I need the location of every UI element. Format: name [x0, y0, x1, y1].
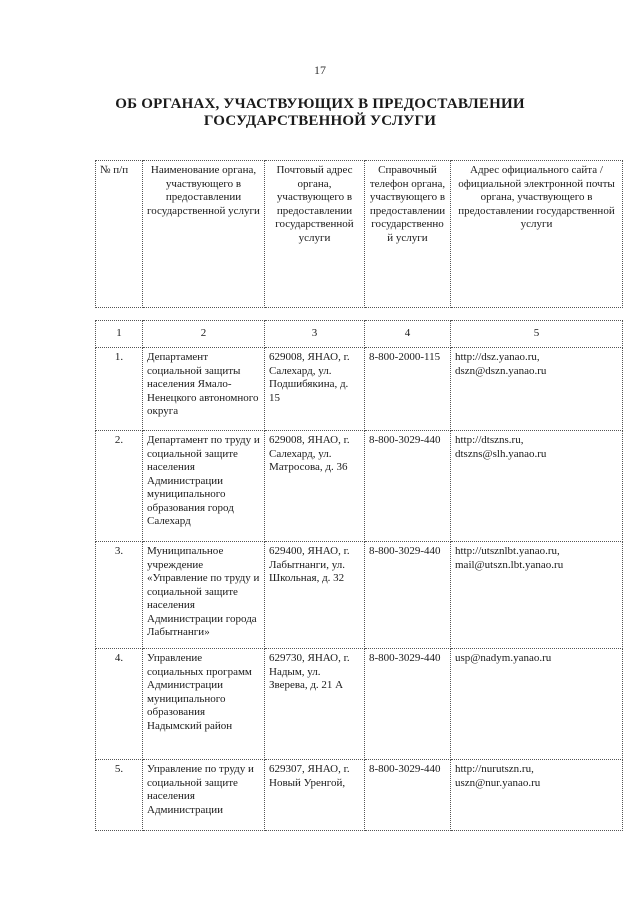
contact-cell: [451, 431, 623, 542]
row-number: 1.: [96, 348, 143, 431]
row-number: 4.: [96, 649, 143, 760]
header-table: [95, 160, 623, 308]
header-number: № п/п: [96, 161, 143, 308]
phone-number: 8-800-2000-115: [365, 348, 451, 431]
table-row: [96, 760, 623, 831]
postal-address: 629400, ЯНАО, г. Лабытнанги, ул. Школьная, д. 32: [265, 542, 365, 649]
organ-name: Департамент социальной защиты населения Ямало-Ненецкого автономного округа: [143, 348, 265, 431]
column-index: 1: [96, 321, 143, 348]
contact-cell: [451, 760, 623, 831]
postal-address: 629730, ЯНАО, г. Надым, ул. Зверева, д. 21 А: [265, 649, 365, 760]
email-link[interactable]: usp@nadym.yanao.ru: [455, 652, 552, 664]
header-postal-address: Почтовый адрес органа, участвующего в предоставлении государственной услуги: [265, 161, 365, 308]
phone-number: 8-800-3029-440: [365, 542, 451, 649]
header-row: [96, 161, 623, 308]
postal-address: 629307, ЯНАО, г. Новый Уренгой,: [265, 760, 365, 831]
column-index: 4: [365, 321, 451, 348]
table-row: [96, 348, 623, 431]
organ-name: Муниципальное учреждение «Управление по труду и социальной защите населения Администрации города Лабытнанги»: [143, 542, 265, 649]
postal-address: 629008, ЯНАО, г. Салехард, ул. Матросова, д. 36: [265, 431, 365, 542]
phone-number: 8-800-3029-440: [365, 649, 451, 760]
column-index: 3: [265, 321, 365, 348]
organs-table: [95, 320, 623, 831]
website-link[interactable]: http://dsz.yanao.ru,: [455, 351, 540, 363]
email-link[interactable]: dszn@dszn.yanao.ru: [455, 364, 547, 377]
title-line-2: ГОСУДАРСТВЕННОЙ УСЛУГИ: [203, 113, 437, 129]
website-link[interactable]: http://utsznlbt.yanao.ru,: [455, 545, 560, 557]
table-row: [96, 431, 623, 542]
email-link[interactable]: mail@utszn.lbt.yanao.ru: [455, 558, 564, 571]
contact-cell: [451, 348, 623, 431]
website-link[interactable]: http://nurutszn.ru,: [455, 763, 534, 775]
row-number: 3.: [96, 542, 143, 649]
phone-number: 8-800-3029-440: [365, 431, 451, 542]
organ-name: Управление по труду и социальной защите населения Администрации: [143, 760, 265, 831]
column-index: 2: [143, 321, 265, 348]
title-line-1: ОБ ОРГАНАХ, УЧАСТВУЮЩИХ В ПРЕДОСТАВЛЕНИИ: [115, 96, 525, 112]
header-phone: Справочный телефон органа, участвующего в предоставлении государственной услуги: [365, 161, 451, 308]
table-row: [96, 649, 623, 760]
table-row: [96, 542, 623, 649]
organ-name: Управление социальных программ Администрации муниципального образования Надымский район: [143, 649, 265, 760]
header-website-email: Адрес официального сайта /официальной электронной почты органа, участвующего в предоставлении государственной услуги: [451, 161, 623, 308]
website-link[interactable]: http://dtszns.ru,: [455, 434, 524, 446]
contact-cell: [451, 649, 623, 760]
column-index: 5: [451, 321, 623, 348]
organ-name: Департамент по труду и социальной защите населения Администрации муниципального образования город Салехард: [143, 431, 265, 542]
row-number: 5.: [96, 760, 143, 831]
phone-number: 8-800-3029-440: [365, 760, 451, 831]
row-number: 2.: [96, 431, 143, 542]
postal-address: 629008, ЯНАО, г. Салехард, ул. Подшибякина, д. 15: [265, 348, 365, 431]
column-index-row: [96, 321, 623, 348]
header-organ-name: Наименование органа, участвующего в предоставлении государственной услуги: [143, 161, 265, 308]
contact-cell: [451, 542, 623, 649]
email-link[interactable]: uszn@nur.yanao.ru: [455, 776, 541, 789]
email-link[interactable]: dtszns@slh.yanao.ru: [455, 447, 547, 460]
page-number: 17: [314, 63, 326, 77]
document-title: [60, 96, 580, 130]
